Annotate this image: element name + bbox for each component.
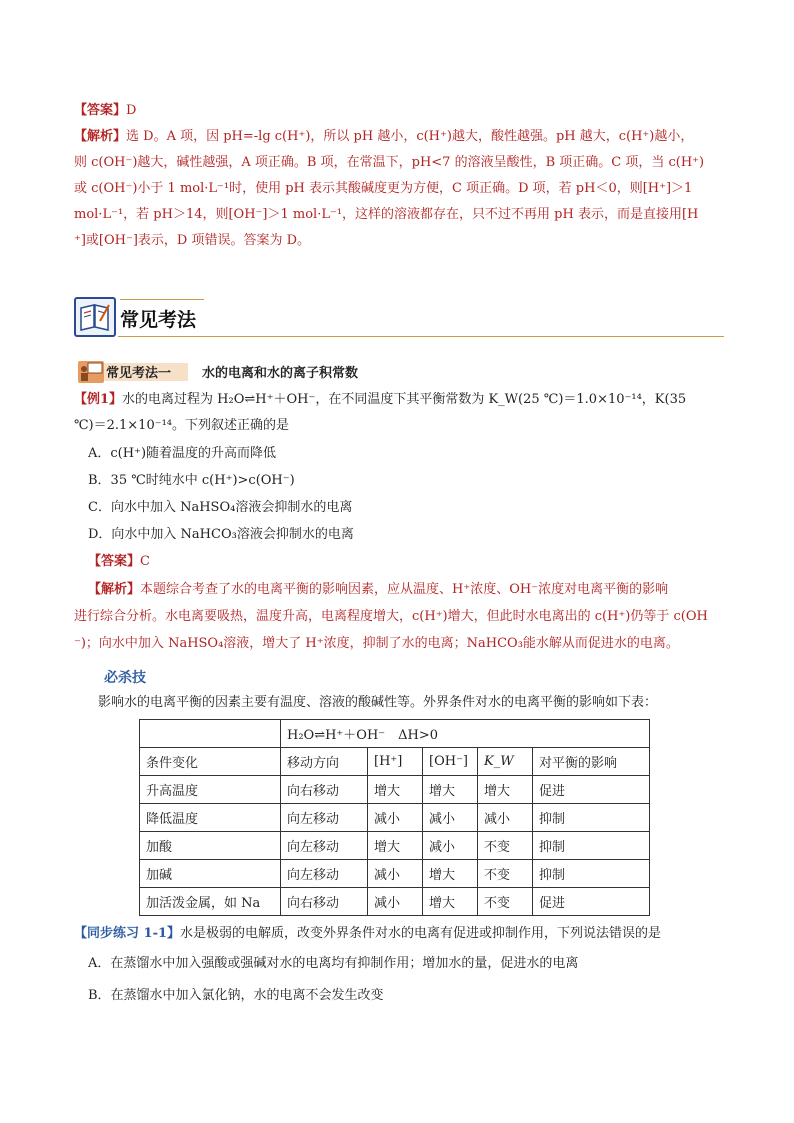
example-line-2: ℃)＝2.1×10⁻¹⁴。下列叙述正确的是: [74, 418, 290, 433]
analysis-label: 【解析】: [74, 129, 127, 144]
table-cell: 增大: [368, 832, 423, 860]
table-cell: 向右移动: [281, 776, 368, 804]
table-cell: 不变: [478, 832, 533, 860]
table-cell: 降低温度: [140, 804, 281, 832]
table-cell: 减小: [423, 804, 478, 832]
table-cell: 减小: [368, 804, 423, 832]
answer-value-2: C: [140, 554, 150, 569]
table-row: [140, 832, 650, 860]
option-c: C．向水中加入 NaHSO₄溶液会抑制水的电离: [88, 500, 353, 515]
table-row: [140, 804, 650, 832]
table-header: 条件变化: [140, 748, 281, 776]
section-rule-top: [120, 299, 204, 300]
table-cell: 减小: [423, 832, 478, 860]
table-cell: 减小: [368, 860, 423, 888]
analysis2-text: 本题综合考查了水的电离平衡的影响因素，应从温度、H⁺浓度、OH⁻浓度对电离平衡的影响: [140, 582, 669, 597]
practice-option-b: B．在蒸馏水中加入氯化钠，水的电离不会发生改变: [88, 988, 384, 1003]
option-b: B．35 ℃时纯水中 c(H⁺)>c(OH⁻): [88, 473, 295, 488]
table-cell: [140, 720, 281, 748]
table-cell: 不变: [478, 860, 533, 888]
option-d: D．向水中加入 NaHCO₃溶液会抑制水的电离: [88, 527, 354, 542]
table-row: [140, 776, 650, 804]
table-cell: 增大: [423, 888, 478, 916]
table-cell: 减小: [478, 804, 533, 832]
analysis2-line-1: [88, 577, 738, 603]
table-cell: 增大: [423, 860, 478, 888]
table-header: K_W: [478, 748, 533, 776]
section-title: 常见考法: [120, 309, 197, 331]
table-cell: 向左移动: [281, 860, 368, 888]
table-row: [140, 888, 650, 916]
table-header: 移动方向: [281, 748, 368, 776]
table-cell: 升高温度: [140, 776, 281, 804]
table-cell: 向左移动: [281, 804, 368, 832]
teacher-icon: [78, 361, 104, 383]
table-cell: 加酸: [140, 832, 281, 860]
table-cell: 抑制: [533, 860, 650, 888]
analysis-line-3: 或 c(OH⁻)小于 1 mol·L⁻¹时，使用 pH 表示其酸碱度更为方便，C 项正确。D 项，若 pH＜0，则[H⁺]＞1: [74, 181, 693, 196]
analysis-line-1: [74, 124, 724, 150]
answer-label: 【答案】: [74, 103, 127, 118]
table-cell: 增大: [478, 776, 533, 804]
table-cell: 抑制: [533, 832, 650, 860]
option-a: A．c(H⁺)随着温度的升高而降低: [88, 446, 277, 461]
book-icon: [74, 297, 116, 337]
practice-option-a: A．在蒸馏水中加入强酸或强碱对水的电离均有抑制作用；增加水的量，促进水的电离: [88, 956, 579, 971]
answer-value: D: [126, 103, 137, 118]
analysis2-line-3: ⁻)；向水中加入 NaHSO₄溶液，增大了 H⁺浓度，抑制了水的电离；NaHCO₃能水解从而促进水的电离。: [74, 636, 679, 651]
table-header: [OH⁻]: [423, 748, 478, 776]
practice-text: 水是极弱的电解质，改变外界条件对水的电离有促进或抑制作用，下列说法错误的是: [180, 926, 662, 941]
table-cell: 减小: [368, 888, 423, 916]
table-cell: 促进: [533, 888, 650, 916]
table-cell: 不变: [478, 888, 533, 916]
answer-line: [74, 98, 724, 124]
table-row: [140, 860, 650, 888]
table-cell: 增大: [423, 776, 478, 804]
practice-label: 【同步练习 1-1】: [74, 926, 181, 941]
table-cell: 加碱: [140, 860, 281, 888]
table-header: [H⁺]: [368, 748, 423, 776]
example-text: 水的电离过程为 H₂O⇌H⁺＋OH⁻，在不同温度下其平衡常数为 K_W(25 ℃)＝1.0×10⁻¹⁴，K(35: [122, 392, 687, 407]
table-cell: 加活泼金属，如 Na: [140, 888, 281, 916]
must-title: 必杀技: [104, 670, 146, 686]
analysis-text: 选 D。A 项，因 pH=-lg c(H⁺)，所以 pH 越小，c(H⁺)越大，酸性越强。pH 越大，c(H⁺)越小，: [126, 129, 694, 144]
section-header: [74, 293, 724, 339]
answer-line-2: [88, 549, 738, 575]
example-line-1: [74, 387, 724, 413]
analysis2-line-2: 进行综合分析。水电离要吸热，温度升高，电离程度增大，c(H⁺)增大，但此时水电离出的 c(H⁺)仍等于 c(OH: [74, 609, 708, 624]
analysis-line-2: 则 c(OH⁻)越大，碱性越强，A 项正确。B 项，在常温下，pH<7 的溶液呈酸性，B 项正确。C 项，当 c(H⁺): [74, 155, 705, 170]
method-label: 常见考法一: [106, 366, 172, 381]
table-cell: 促进: [533, 776, 650, 804]
equilibrium-table: [139, 719, 650, 916]
intro-text: 影响水的电离平衡的因素主要有温度、溶液的酸碱性等。外界条件对水的电离平衡的影响如下表：: [98, 695, 658, 710]
table-cell: 向右移动: [281, 888, 368, 916]
table-equation: H₂O⇌H⁺＋OH⁻ ΔH>0: [281, 720, 650, 748]
analysis-line-5: ⁺]或[OH⁻]表示，D 项错误。答案为 D。: [74, 233, 311, 248]
example-label: 【例1】: [74, 392, 123, 407]
practice-line: [74, 921, 724, 947]
table-cell: 向左移动: [281, 832, 368, 860]
table-cell: 增大: [368, 776, 423, 804]
table-equation-row: [140, 720, 650, 748]
section-rule: [118, 336, 724, 337]
analysis-label-2: 【解析】: [88, 582, 141, 597]
table-cell: 抑制: [533, 804, 650, 832]
table-header: 对平衡的影响: [533, 748, 650, 776]
analysis-line-4: mol·L⁻¹，若 pH＞14，则[OH⁻]＞1 mol·L⁻¹，这样的溶液都存在，只不过不再用 pH 表示，而是直接用[H: [74, 207, 699, 222]
answer-label-2: 【答案】: [88, 554, 141, 569]
method-title: 水的电离和水的离子积常数: [202, 366, 359, 381]
table-header-row: [140, 748, 650, 776]
